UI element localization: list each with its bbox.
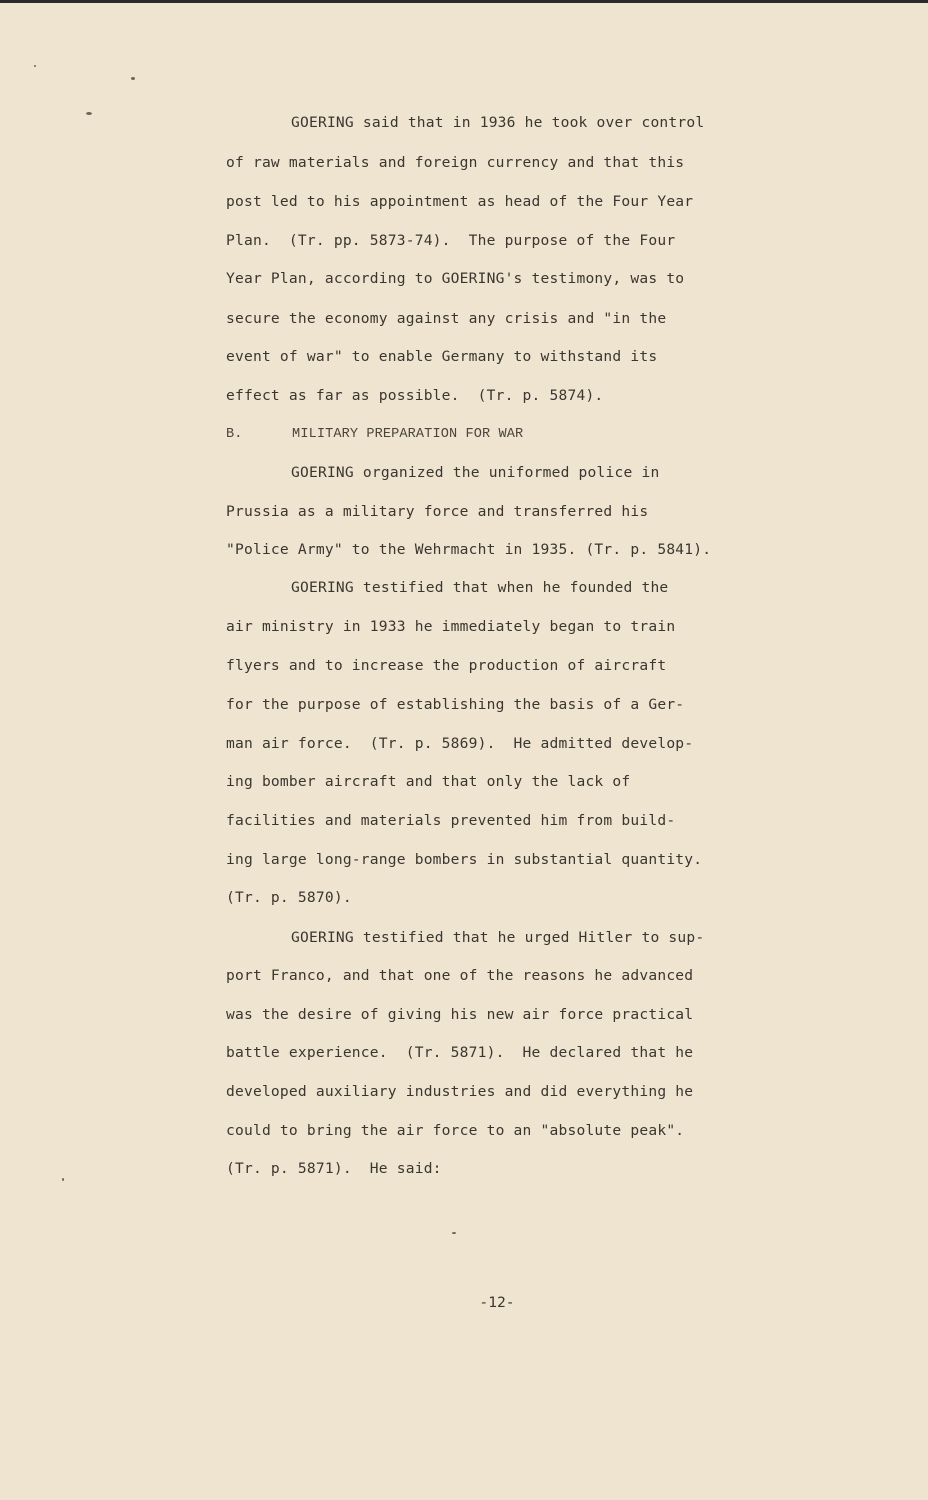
text-line: secure the economy against any crisis and "in the	[226, 310, 667, 327]
text-line: GOERING organized the uniformed police in	[291, 464, 660, 481]
text-line: (Tr. p. 5870).	[226, 889, 352, 906]
text-line: ing large long-range bombers in substantial quantity.	[226, 851, 703, 868]
ink-speck	[131, 77, 135, 80]
text-line: ing bomber aircraft and that only the lack of	[226, 773, 631, 790]
text-line: developed auxiliary industries and did everything he	[226, 1083, 694, 1100]
text-line: was the desire of giving his new air force practical	[226, 1006, 694, 1023]
text-line: "Police Army" to the Wehrmacht in 1935. (Tr. p. 5841).	[226, 541, 712, 558]
page-top-edge	[0, 0, 928, 3]
page-number: -12-	[479, 1294, 515, 1311]
section-heading: B. MILITARY PREPARATION FOR WAR	[226, 427, 524, 442]
text-line: flyers and to increase the production of aircraft	[226, 657, 667, 674]
text-line: event of war" to enable Germany to withstand its	[226, 348, 658, 365]
text-line: Prussia as a military force and transferred his	[226, 503, 649, 520]
text-line: air ministry in 1933 he immediately began to train	[226, 618, 676, 635]
text-line: (Tr. p. 5871). He said:	[226, 1160, 442, 1177]
text-line: GOERING said that in 1936 he took over control	[291, 114, 705, 131]
text-line: GOERING testified that he urged Hitler to sup-	[291, 929, 705, 946]
text-line: Year Plan, according to GOERING's testimony, was to	[226, 270, 685, 287]
text-line: man air force. (Tr. p. 5869). He admitted develop-	[226, 735, 694, 752]
text-line: could to bring the air force to an "absolute peak".	[226, 1122, 685, 1139]
ink-speck	[34, 65, 36, 67]
text-line: battle experience. (Tr. 5871). He declared that he	[226, 1044, 694, 1061]
text-line: facilities and materials prevented him from build-	[226, 812, 676, 829]
text-line: port Franco, and that one of the reasons he advanced	[226, 967, 694, 984]
ink-speck	[62, 1178, 64, 1181]
text-line: Plan. (Tr. pp. 5873-74). The purpose of the Four	[226, 232, 676, 249]
text-line: GOERING testified that when he founded the	[291, 579, 669, 596]
text-line: of raw materials and foreign currency and that this	[226, 154, 685, 171]
ink-speck	[86, 112, 92, 115]
text-line: for the purpose of establishing the basis of a Ger-	[226, 696, 685, 713]
text-line: post led to his appointment as head of the Four Year	[226, 193, 694, 210]
ink-speck	[452, 1232, 456, 1234]
text-line: effect as far as possible. (Tr. p. 5874).	[226, 387, 604, 404]
